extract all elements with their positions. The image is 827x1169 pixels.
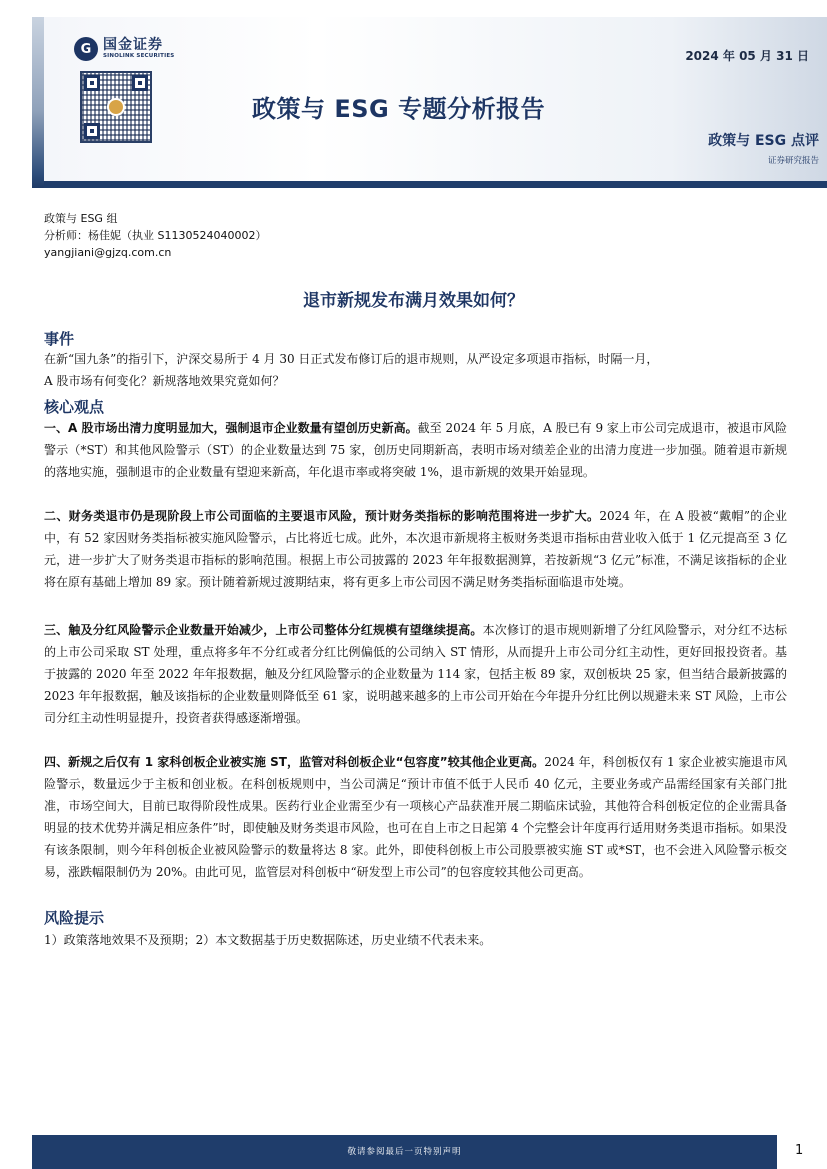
- report-date: 2024 年 05 月 31 日: [685, 49, 809, 63]
- core-point-4-body: 2024 年，科创板仅有 1 家企业被实施退市风险警示，数量远少于主板和创业板。在科创板规则中，当公司满足“预计市值不低于人民币 40 亿元，主要业务或产品需经国家有关部门批准，市场空间大，目前已取得阶段性成果。医药行业企业需至少有一项核心产品获准开展二期临床试验，其他符合科创板定位的企业需具备明显的技术优势并满足相应条件”时，即使触及财务类退市风险，也可在自上市之日起第 4 个完整会计年度再行适用财务类退市指标。如果没有该条限制，则今年科创板企业被风险警示的数量将达 8 家。此外，即使科创板上市公司股票被实施 ST 或*ST，也不会进入风险警示板交易，涨跌幅限制仍为 20%。由此可见，监管层对科创板中“研发型上市公司”的包容度较其他公司更高。: [44, 755, 787, 879]
- analyst-team: 政策与 ESG 组: [44, 212, 118, 225]
- logo-mark-icon: G: [74, 37, 98, 61]
- risk-paragraph: 1）政策落地效果不及预期；2）本文数据基于历史数据陈述，历史业绩不代表未来。: [44, 933, 492, 947]
- event-line-2: A 股市场有何变化？新规落地效果究竟如何？: [44, 373, 285, 388]
- event-paragraph: [44, 349, 787, 393]
- header-banner-panel: [44, 17, 827, 181]
- company-logo: [74, 37, 174, 61]
- report-category: 证券研究报告: [767, 156, 819, 166]
- logo-english-name: SINOLINK SECURITIES: [103, 53, 175, 60]
- core-point-4-lead: 四、新规之后仅有 1 家科创板企业被实施 ST，监管对科创板企业“包容度”较其他企业更高。: [44, 755, 545, 769]
- core-point-2: [44, 506, 787, 594]
- core-point-1-lead: 一、A 股市场出清力度明显加大，强制退市企业数量有望创历史新高。: [44, 421, 418, 435]
- banner-bottom-stripe: [44, 181, 827, 188]
- report-series-title: 政策与 ESG 专题分析报告: [252, 95, 546, 123]
- core-point-1: [44, 418, 787, 484]
- logo-chinese-name: 国金证券: [103, 37, 163, 54]
- core-views-heading: 核心观点: [44, 398, 105, 416]
- core-point-4: [44, 752, 787, 883]
- analyst-info: [44, 210, 266, 261]
- event-heading: 事件: [44, 330, 75, 348]
- risk-heading: 风险提示: [44, 909, 105, 927]
- article-title: 退市新规发布满月效果如何？: [303, 291, 524, 311]
- page-number: 1: [795, 1143, 804, 1158]
- core-point-1-body: 截至 2024 年 5 月底，A 股已有 9 家上市公司完成退市，被退市风险警示（*ST）和其他风险警示（ST）的企业数量达到 75 家，创历史同期新高，表明市场对绩差企业的出清力度进一步加强。随着退市新规的落地实施，强制退市的企业数量有望迎来新高，年化退市率或将突破 1%，退市新规的效果开始显现。: [44, 421, 788, 479]
- analyst-name: 分析师：杨佳妮（执业 S1130524040002）: [44, 229, 267, 242]
- core-point-2-lead: 二、财务类退市仍是现阶段上市公司面临的主要退市风险，预计财务类指标的影响范围将进一步扩大。: [44, 509, 600, 523]
- core-point-2-body: 2024 年，在 A 股被“戴帽”的企业中，有 52 家因财务类指标被实施风险警示，占比将近七成。此外，本次退市新规将主板财务类退市指标由营业收入低于 1 亿元提高至 3 亿元，进一步扩大了财务类退市指标的影响范围。根据上市公司披露的 2023 年年报数据测算，若按新规“3 亿元”标准，不满足该指标的企业将在原有基础上增加 89 家。预计随着新规过渡期结束，将有更多上市公司因不满足财务类指标面临退市处境。: [44, 509, 787, 589]
- analyst-email: yangjiani@gjzq.com.cn: [44, 246, 172, 259]
- core-point-3-lead: 三、触及分红风险警示企业数量开始减少，上市公司整体分红规模有望继续提高。: [44, 623, 483, 637]
- qr-code-icon: [80, 71, 152, 143]
- report-type: 政策与 ESG 点评: [708, 133, 819, 149]
- event-line-1: 在新“国九条”的指引下，沪深交易所于 4 月 30 日正式发布修订后的退市规则，从严设定多项退市指标，时隔一月，: [44, 352, 659, 366]
- core-point-3-body: 本次修订的退市规则新增了分红风险警示，对分红不达标的上市公司采取 ST 处理，重点将多年不分红或者分红比例偏低的公司纳入 ST 情形，从而提升上市公司分红主动性，更好回报投资者。基于披露的 2020 年至 2022 年年报数据，触及分红风险警示的企业数量为 114 家，包括主板 89 家，双创板块 25 家，但当结合最新披露的 2023 年年报数据，触及该指标的企业数量则降低至 61 家，说明越来越多的上市公司开始在今年提升分红比例以规避未来 ST 风险，上市公司分红主动性明显提升，投资者获得感逐渐增强。: [44, 623, 787, 725]
- qr-center-logo-icon: [107, 98, 125, 116]
- footer-disclaimer: 敬请参阅最后一页特别声明: [347, 1147, 462, 1157]
- header-banner: [32, 17, 827, 188]
- core-point-3: [44, 620, 787, 730]
